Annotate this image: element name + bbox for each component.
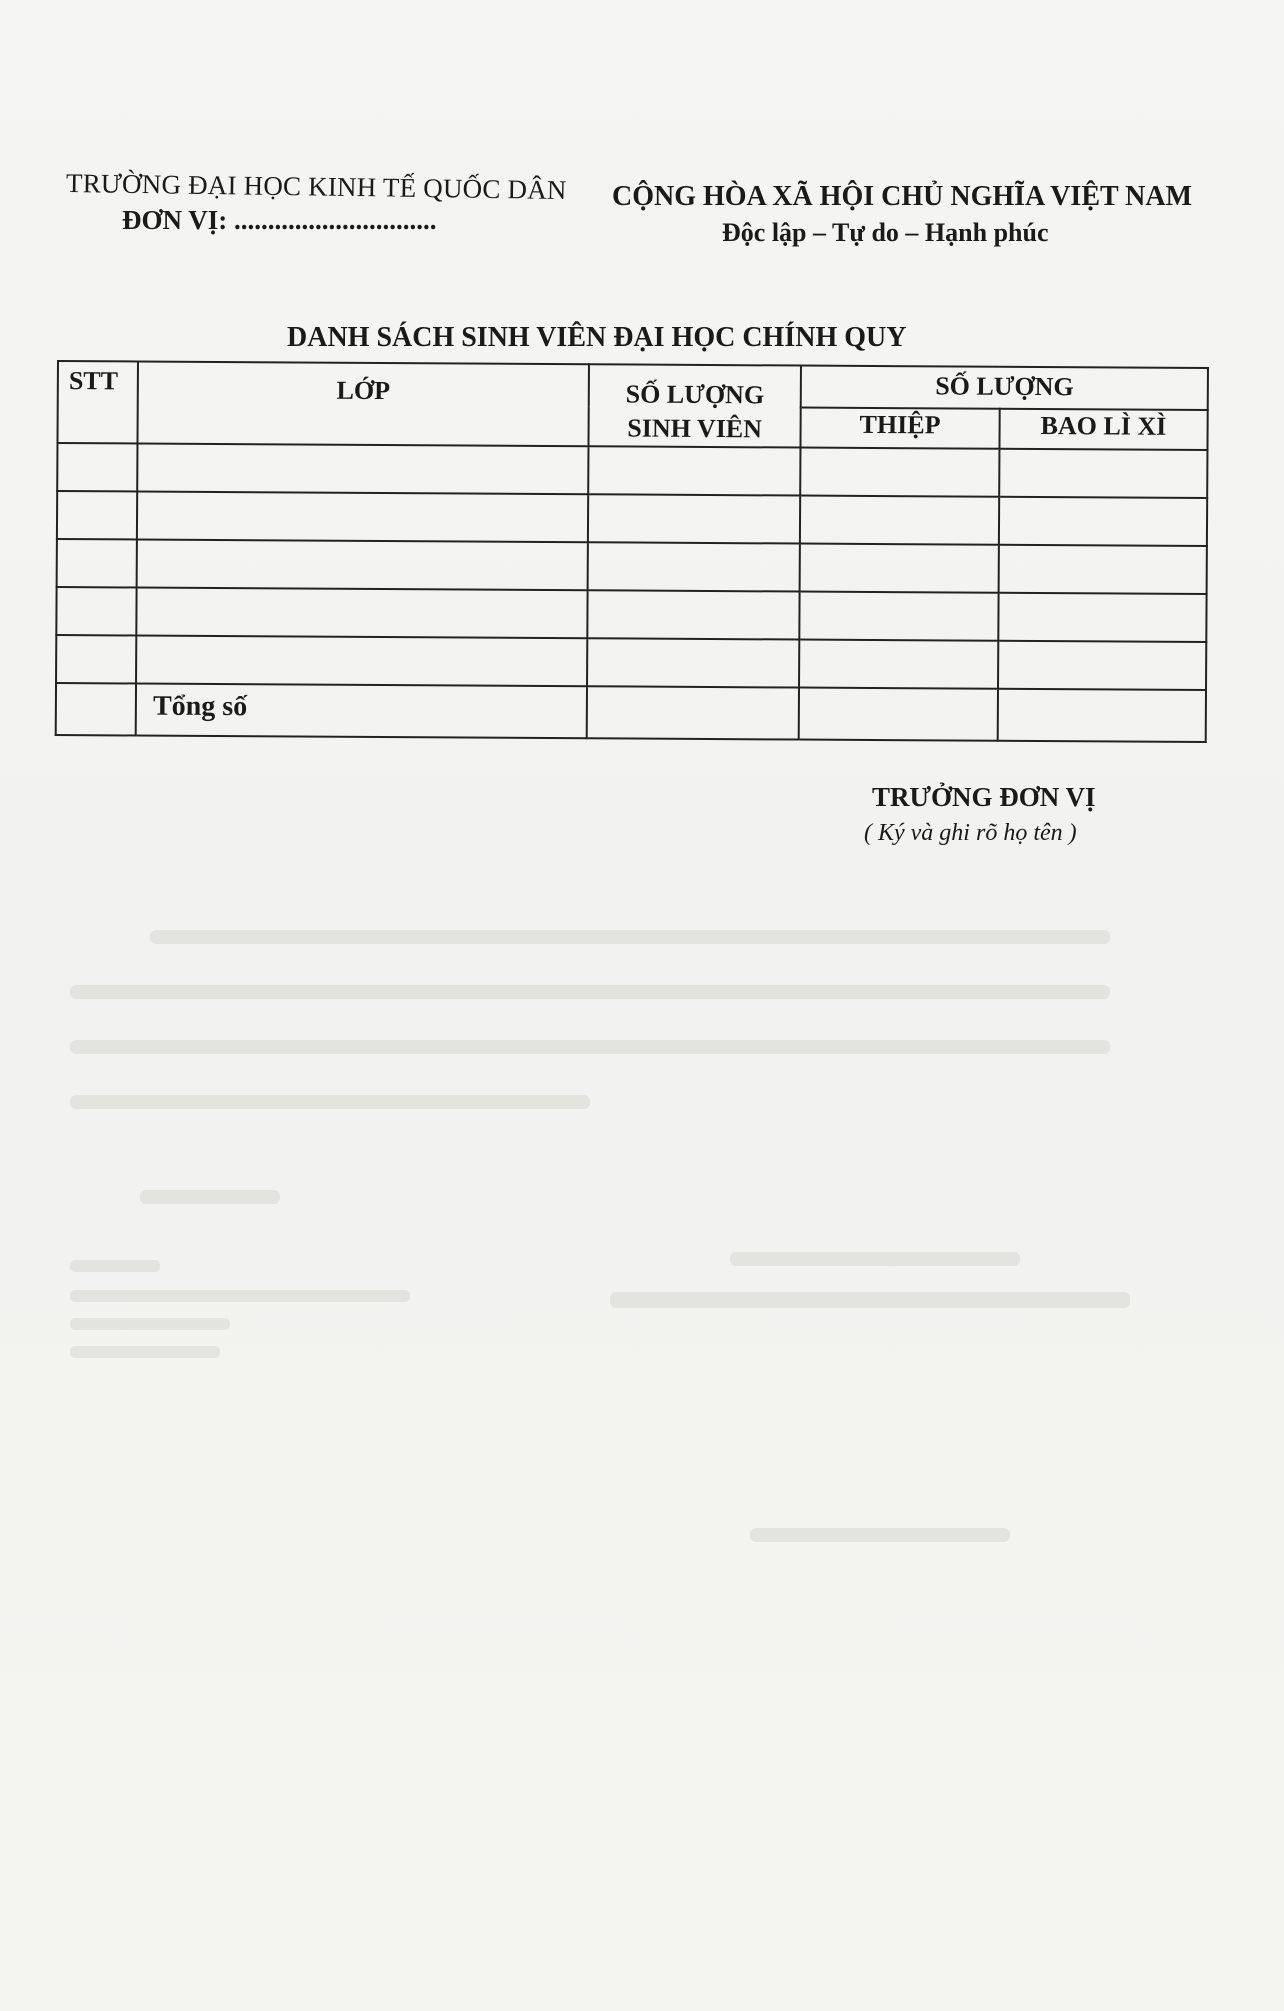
- cell-card: [800, 592, 999, 641]
- cell-total-envelope: [997, 689, 1206, 742]
- header-stt: STT: [57, 361, 138, 443]
- table-header-row: [58, 361, 1208, 410]
- table-row: [57, 443, 1207, 498]
- unit-field: ĐƠN VỊ: ..............................: [122, 205, 437, 235]
- cell-stt: [56, 635, 136, 683]
- header-student-count: [588, 364, 801, 447]
- cell-card: [800, 496, 999, 545]
- cell-student-count: [587, 590, 800, 639]
- cell-envelope: [998, 641, 1207, 690]
- signature-title: TRƯỞNG ĐƠN VỊ: [872, 782, 1096, 812]
- document-title: DANH SÁCH SINH VIÊN ĐẠI HỌC CHÍNH QUY: [287, 322, 907, 353]
- cell-class: [137, 539, 588, 590]
- cell-student-count: [588, 446, 801, 495]
- cell-stt: [56, 683, 136, 735]
- cell-card: [799, 640, 998, 689]
- header-student-count-line2: SINH VIÊN: [627, 413, 763, 444]
- total-label: Tổng số: [136, 683, 587, 738]
- cell-stt: [57, 491, 137, 539]
- cell-stt: [56, 587, 136, 635]
- cell-class: [137, 443, 588, 494]
- student-list-table: [55, 360, 1209, 743]
- cell-envelope: [998, 545, 1207, 594]
- cell-envelope: [998, 497, 1207, 546]
- cell-card: [800, 448, 999, 497]
- header-student-count-line1: SỐ LƯỢNG: [625, 379, 765, 410]
- cell-student-count: [587, 638, 800, 687]
- cell-student-count: [588, 494, 801, 543]
- header-card: THIỆP: [801, 408, 1000, 449]
- table-row: [56, 635, 1206, 690]
- national-motto: Độc lập – Tự do – Hạnh phúc: [722, 218, 1049, 247]
- cell-envelope: [998, 593, 1207, 642]
- header-class: LỚP: [138, 361, 589, 446]
- table-total-row: [56, 683, 1206, 742]
- cell-class: [136, 635, 587, 686]
- header-quantity-group: SỐ LƯỢNG: [801, 366, 1208, 411]
- table-row: [57, 491, 1207, 546]
- cell-total-card: [799, 688, 998, 741]
- cell-stt: [57, 539, 137, 587]
- cell-stt: [57, 443, 137, 491]
- cell-class: [136, 587, 587, 638]
- cell-total-students: [587, 686, 800, 739]
- cell-card: [800, 544, 999, 593]
- header-envelope: BAO LÌ XÌ: [999, 409, 1208, 450]
- signature-note: ( Ký và ghi rõ họ tên ): [864, 820, 1077, 846]
- school-name: TRƯỜNG ĐẠI HỌC KINH TẾ QUỐC DÂN: [65, 168, 567, 205]
- country-name: CỘNG HÒA XÃ HỘI CHỦ NGHĨA VIỆT NAM: [612, 181, 1193, 212]
- table-row: [56, 587, 1206, 642]
- cell-class: [137, 491, 588, 542]
- cell-envelope: [999, 449, 1208, 498]
- cell-student-count: [588, 542, 801, 591]
- table-row: [57, 539, 1207, 594]
